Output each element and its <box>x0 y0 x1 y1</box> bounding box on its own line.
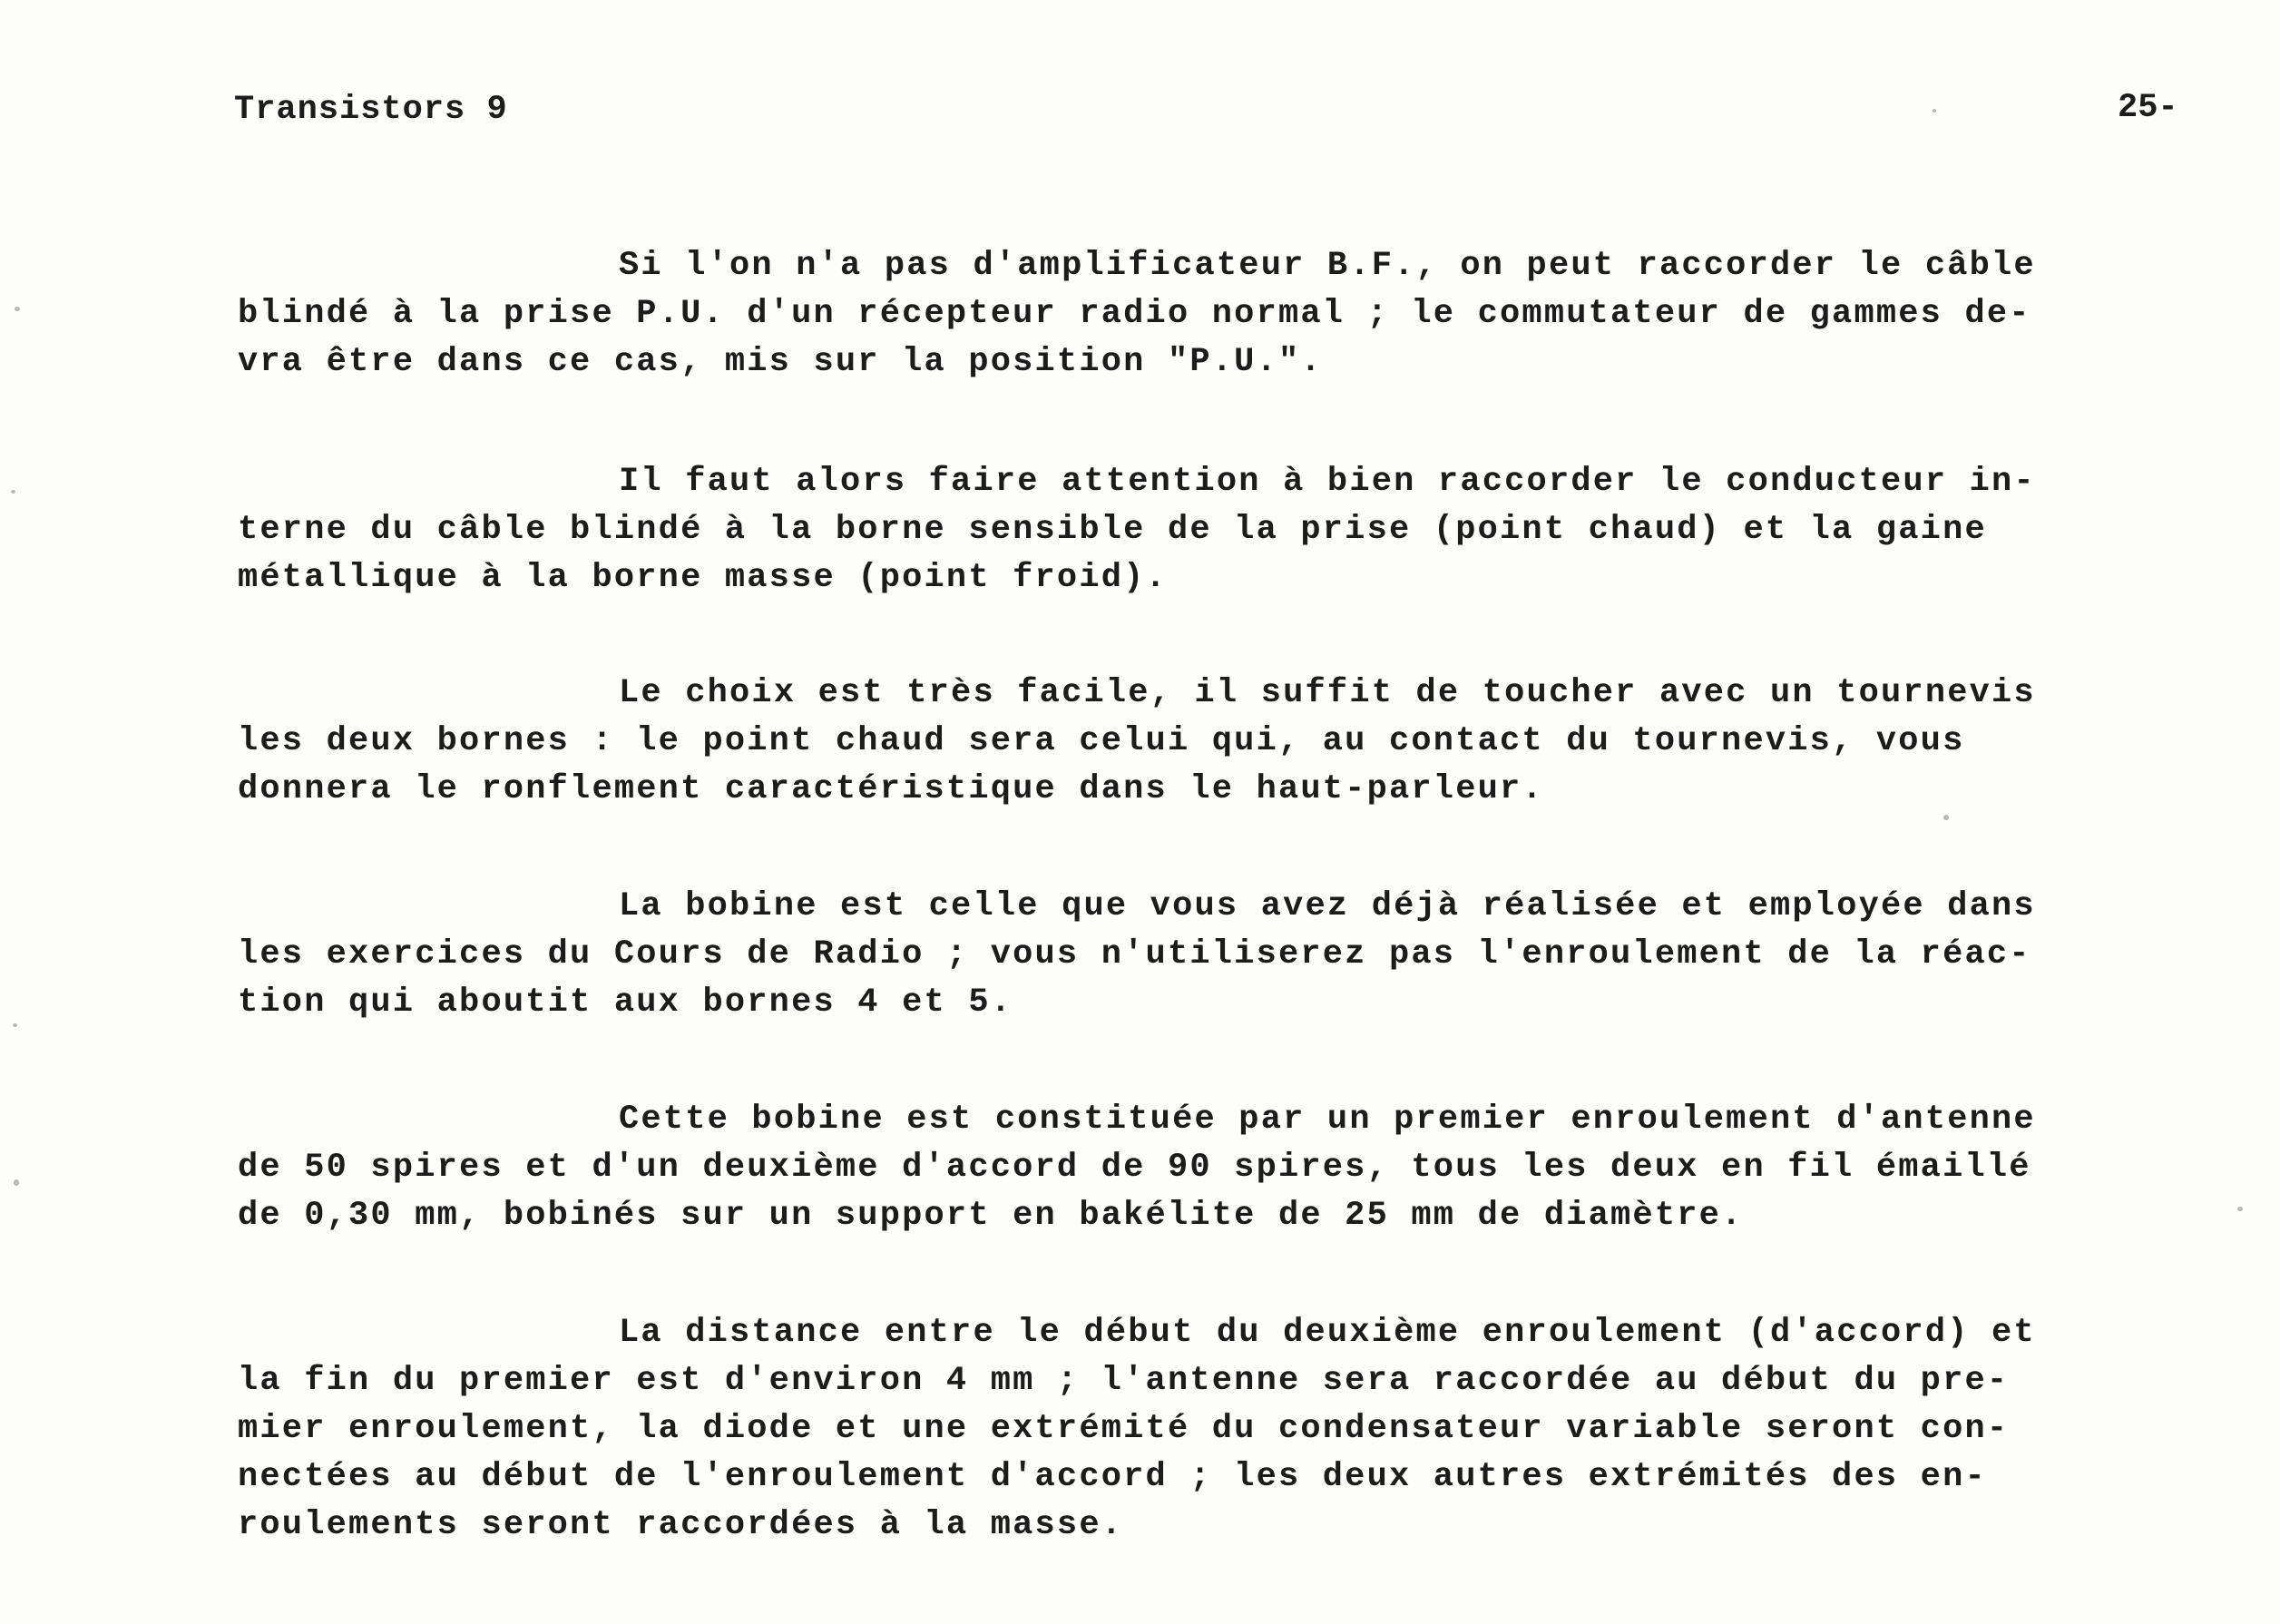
paragraph-line: terne du câble blindé à la borne sensible de la prise (point chaud) et la gaine <box>238 511 1987 549</box>
paragraph-line: Le choix est très facile, il suffit de toucher avec un tournevis <box>619 674 2036 712</box>
paragraph-line: tion qui aboutit aux bornes 4 et 5. <box>238 983 1013 1022</box>
paragraph <box>238 670 2197 814</box>
paragraph-line: mier enroulement, la diode et une extrémité du condensateur variable seront con- <box>238 1410 2010 1448</box>
paragraph-line: la fin du premier est d'environ 4 mm ; l'antenne sera raccordée au début du pre- <box>238 1362 2010 1400</box>
paragraph-line: les deux bornes : le point chaud sera celui qui, au contact du tournevis, vous <box>238 722 1965 760</box>
paragraph-line: Il faut alors faire attention à bien raccorder le conducteur in- <box>619 463 2036 501</box>
paragraph <box>238 242 2197 386</box>
paragraph-line: nectées au début de l'enroulement d'accord ; les deux autres extrémités des en- <box>238 1458 1987 1496</box>
paragraph-line: blindé à la prise P.U. d'un récepteur radio normal ; le commutateur de gammes de- <box>238 295 2031 333</box>
header-title: Transistors 9 <box>234 91 508 129</box>
scan-speck <box>11 490 15 494</box>
paragraph <box>238 883 2197 1027</box>
paragraph-line: La distance entre le début du deuxième enroulement (d'accord) et <box>619 1314 2036 1352</box>
paragraph-line: les exercices du Cours de Radio ; vous n'utiliserez pas l'enroulement de la réac- <box>238 935 2031 973</box>
paragraph <box>238 1096 2197 1240</box>
scan-speck <box>1943 815 1949 820</box>
scan-speck <box>2237 1207 2243 1211</box>
paragraph <box>238 1309 2197 1550</box>
paragraph <box>238 458 2197 602</box>
scan-speck <box>14 1179 19 1186</box>
page-number: 25- <box>2118 89 2178 127</box>
paragraph-line: vra être dans ce cas, mis sur la position "P.U.". <box>238 343 1323 381</box>
paragraph-line: Cette bobine est constituée par un premier enroulement d'antenne <box>619 1101 2036 1139</box>
paragraph-line: métallique à la borne masse (point froid). <box>238 559 1168 597</box>
paragraph-line: de 50 spires et d'un deuxième d'accord de 90 spires, tous les deux en fil émaillé <box>238 1149 2031 1187</box>
paragraph-line: roulements seront raccordées à la masse. <box>238 1506 1124 1544</box>
scan-speck <box>15 307 20 311</box>
paragraph-line: donnera le ronflement caractéristique dans le haut-parleur. <box>238 770 1544 808</box>
scan-speck <box>1933 109 1936 113</box>
scan-speck <box>13 1023 17 1027</box>
paragraph-line: La bobine est celle que vous avez déjà réalisée et employée dans <box>619 887 2036 925</box>
paragraph-line: Si l'on n'a pas d'amplificateur B.F., on peut raccorder le câble <box>619 247 2036 285</box>
paragraph-line: de 0,30 mm, bobinés sur un support en bakélite de 25 mm de diamètre. <box>238 1197 1744 1235</box>
